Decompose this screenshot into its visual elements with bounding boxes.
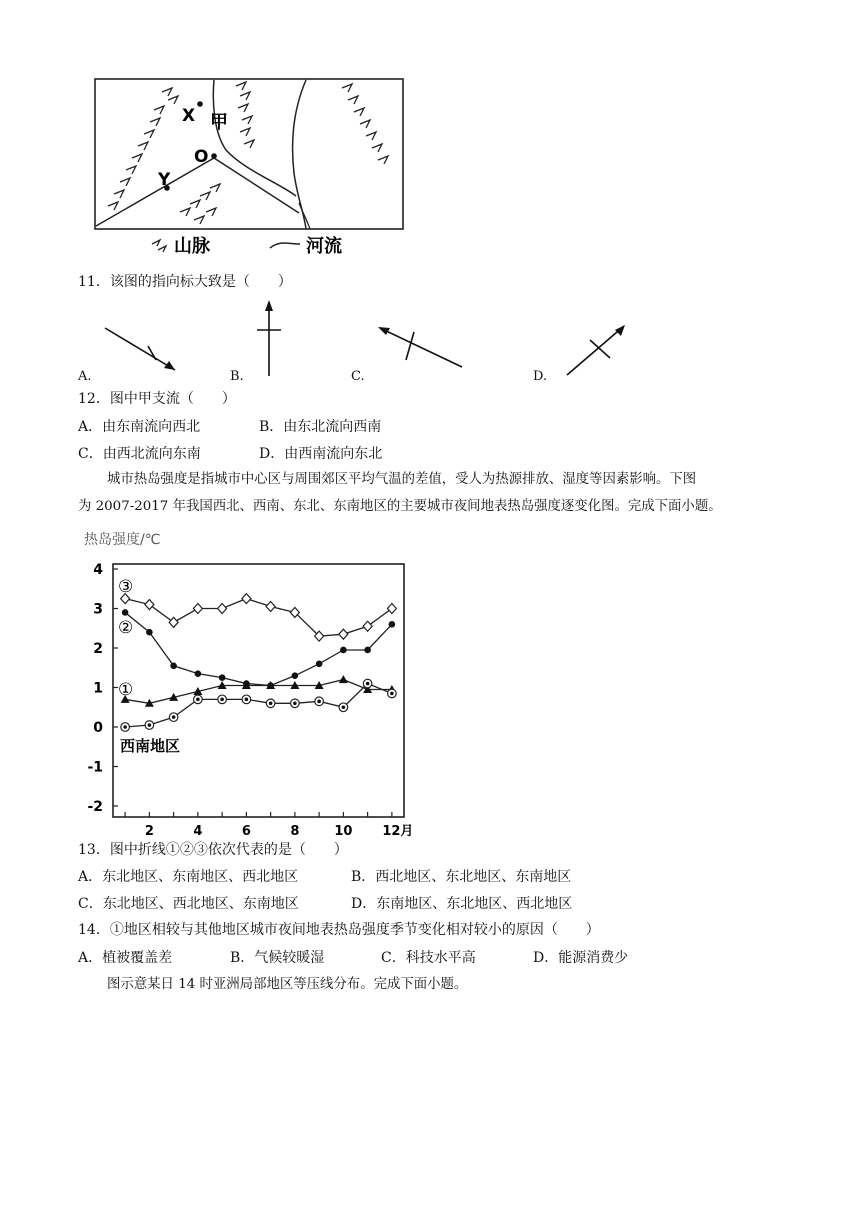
data-point-dot: [122, 609, 129, 616]
q13-option-c[interactable]: C．东北地区、西北地区、东南地区: [78, 896, 299, 912]
heat-island-chart: [78, 555, 418, 839]
y-tick-label: 4: [93, 562, 103, 578]
series-line: [125, 684, 392, 727]
q11-option-c-compass-icon[interactable]: [374, 322, 466, 372]
q14-option-d[interactable]: D．能源消费少: [533, 950, 629, 966]
q13-option-d[interactable]: D．东南地区、东北地区、西北地区: [351, 896, 573, 912]
outro-text: 图示意某日 14 时亚洲局部地区等压线分布。完成下面小题。: [107, 977, 468, 992]
data-point-dot: [219, 674, 226, 681]
data-point-diamond: [145, 600, 154, 610]
q12-option-a[interactable]: A．由东南流向西北: [78, 419, 201, 435]
data-point-dot: [316, 661, 323, 668]
data-point-dot: [292, 672, 299, 679]
series-line: [125, 612, 392, 685]
chart-region-label: 西南地区: [120, 737, 181, 755]
q12-option-c[interactable]: C．由西北流向东南: [78, 446, 201, 462]
y-tick-label: 1: [93, 680, 103, 697]
y-tick-label: -2: [87, 799, 103, 815]
q11-option-a-compass-icon[interactable]: [100, 320, 185, 380]
data-point-ring-center: [317, 700, 321, 704]
data-point-ring-center: [123, 725, 127, 729]
data-point-diamond: [169, 617, 178, 627]
map-label-x: X: [182, 106, 196, 126]
series-label-2: ②: [118, 618, 134, 638]
data-point-dot: [146, 629, 153, 636]
x-tick-label: 10: [334, 824, 353, 839]
map-legend: [152, 235, 342, 257]
data-point-triangle: [339, 675, 348, 683]
x-tick-label: 4: [193, 824, 203, 839]
y-tick-label: 0: [93, 720, 103, 736]
data-point-diamond: [339, 629, 348, 639]
data-point-ring-center: [366, 682, 370, 686]
q12-option-d[interactable]: D．由西南流向东北: [259, 446, 383, 462]
x-tick-label: 8: [290, 824, 300, 839]
data-point-ring-center: [196, 698, 200, 702]
data-point-ring-center: [342, 705, 346, 709]
data-point-diamond: [193, 604, 202, 614]
x-tick-label: 12月: [382, 824, 414, 839]
q11-option-b-label[interactable]: B.: [230, 369, 244, 384]
intro-line-2: 为 2007-2017 年我国西北、西南、东北、东南地区的主要城市夜间地表热岛强度逐变化图。完成下面小题。: [78, 499, 722, 514]
q11-option-d-label[interactable]: D.: [533, 369, 548, 384]
data-point-dot: [195, 670, 202, 677]
data-point-ring-center: [148, 723, 152, 727]
data-point-ring-center: [293, 702, 297, 706]
data-point-diamond: [387, 604, 396, 614]
data-point-dot: [364, 647, 371, 654]
y-tick-label: 2: [93, 641, 103, 657]
q12-stem: 12．图中甲支流（ ）: [78, 391, 236, 407]
series-line: [125, 599, 392, 637]
q14-option-c[interactable]: C．科技水平高: [381, 950, 476, 966]
map-label-y: Y: [158, 170, 171, 190]
data-point-diamond: [218, 604, 227, 614]
q14-stem: 14．①地区相较与其他地区城市夜间地表热岛强度季节变化相对较小的原因（ ）: [78, 922, 600, 938]
series-label-3: ③: [118, 577, 134, 597]
map-label-jia: 甲: [210, 112, 228, 133]
data-point-dot: [389, 621, 396, 628]
chart-ylabel: 热岛强度/℃: [84, 532, 161, 548]
y-tick-label: -1: [87, 759, 103, 776]
data-point-dot: [340, 647, 347, 654]
intro-line-1: 城市热岛强度是指城市中心区与周围郊区平均气温的差值，受人为热源排放、湿度等因素影响。下图: [107, 472, 697, 487]
x-tick-label: 6: [241, 824, 251, 839]
map-label-o: O: [194, 147, 209, 167]
q13-option-b[interactable]: B．西北地区、东北地区、东南地区: [351, 869, 572, 885]
topographic-map: [94, 78, 406, 258]
data-point-ring-center: [245, 698, 249, 702]
data-point-diamond: [266, 602, 275, 612]
data-point-ring-center: [172, 715, 176, 719]
q11-option-b-compass-icon[interactable]: [254, 298, 284, 380]
series-label-1: ①: [118, 680, 134, 700]
data-point-ring-center: [220, 698, 224, 702]
data-point-ring-center: [390, 692, 394, 696]
y-tick-label: 3: [93, 601, 103, 618]
q13-option-a[interactable]: A．东北地区、东南地区、西北地区: [78, 869, 299, 885]
x-tick-label: 2: [144, 824, 154, 839]
q13-stem: 13．图中折线①②③依次代表的是（ ）: [78, 842, 348, 858]
q14-option-a[interactable]: A．植被覆盖差: [78, 950, 173, 966]
legend-river-label: 河流: [306, 236, 342, 257]
data-point-diamond: [363, 621, 372, 631]
q14-option-b[interactable]: B．气候较暖湿: [230, 950, 325, 966]
legend-mountain-label: 山脉: [174, 236, 210, 257]
q12-option-b[interactable]: B．由东北流向西南: [259, 419, 382, 435]
q11-option-c-label[interactable]: C.: [351, 369, 365, 384]
data-point-dot: [170, 662, 177, 669]
q11-option-d-compass-icon[interactable]: [564, 322, 628, 378]
q11-stem: 11．该图的指向标大致是（ ）: [78, 274, 292, 290]
q11-option-a-label[interactable]: A.: [78, 369, 92, 384]
data-point-ring-center: [269, 702, 273, 706]
data-point-diamond: [242, 594, 251, 604]
